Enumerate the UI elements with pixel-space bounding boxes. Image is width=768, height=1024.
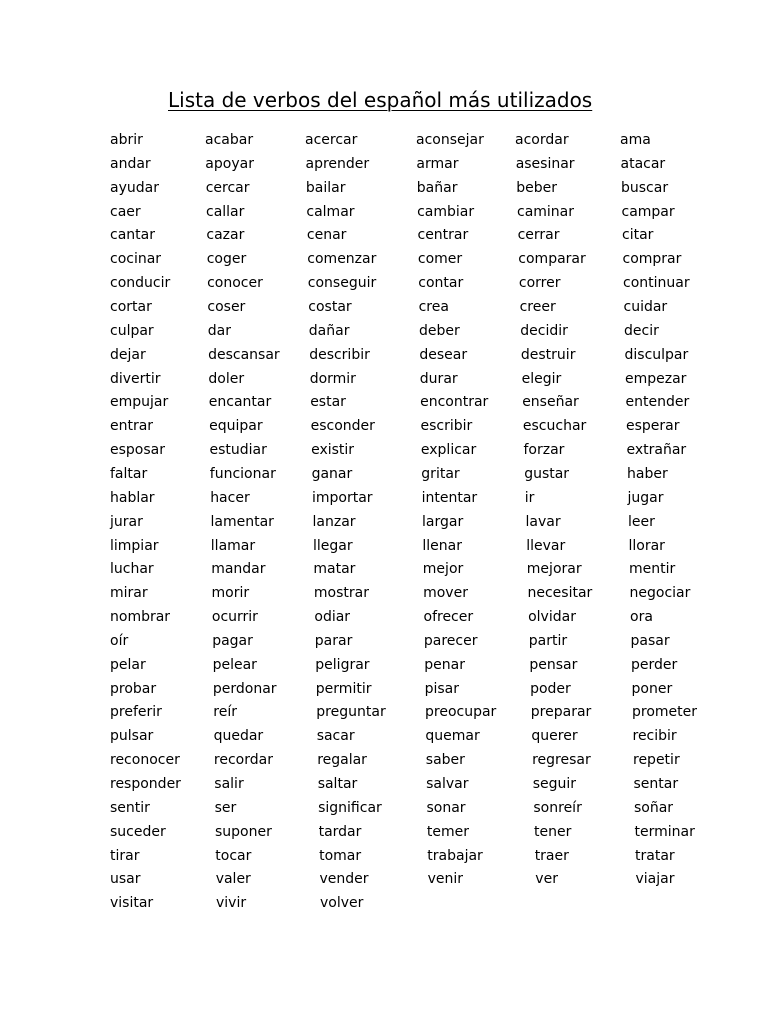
- verb-item: poder: [530, 680, 571, 697]
- verb-item: olvidar: [528, 609, 576, 625]
- verb-item: continuar: [623, 275, 690, 292]
- verb-item: suceder: [110, 823, 166, 840]
- verb-item: funcionar: [209, 465, 276, 482]
- verb-item: responder: [110, 776, 181, 792]
- verb-item: estudiar: [209, 442, 267, 459]
- verb-item: comparar: [518, 251, 586, 268]
- verb-item: asesinar: [515, 155, 575, 172]
- verb-item: parecer: [423, 632, 478, 649]
- verb-item: forzar: [523, 442, 565, 459]
- verb-item: pelar: [110, 656, 146, 673]
- verb-item: elegir: [521, 370, 562, 387]
- verb-item: acercar: [305, 132, 358, 148]
- verb-item: quedar: [213, 728, 264, 745]
- verb-item: dormir: [309, 370, 356, 387]
- verb-item: llorar: [628, 537, 665, 554]
- verb-item: llenar: [422, 537, 462, 554]
- verb-item: sonreír: [533, 799, 582, 816]
- verb-item: lanzar: [312, 513, 356, 530]
- verb-item: jugar: [627, 489, 664, 506]
- verb-item: encontrar: [420, 394, 489, 411]
- verb-item: cambiar: [417, 203, 475, 220]
- verb-item: empezar: [625, 370, 687, 387]
- verb-item: creer: [519, 299, 556, 315]
- verb-item: faltar: [110, 465, 148, 482]
- verb-item: prometer: [632, 704, 698, 721]
- verb-item: crea: [418, 299, 449, 315]
- verb-item: entender: [625, 394, 690, 411]
- verb-item: encantar: [208, 394, 272, 411]
- verb-item: descansar: [208, 346, 280, 363]
- verb-item: tomar: [319, 847, 362, 864]
- verb-item: seguir: [532, 776, 576, 792]
- verb-item: cuidar: [623, 299, 668, 315]
- verb-item: ofrecer: [423, 609, 474, 625]
- verb-item: armar: [416, 155, 459, 172]
- verb-item: pensar: [529, 656, 578, 673]
- verb-item: saber: [425, 752, 465, 769]
- verb-item: comenzar: [307, 251, 377, 268]
- verb-item: centrar: [417, 227, 469, 244]
- verb-item: cocinar: [110, 251, 162, 268]
- verb-item: poner: [631, 680, 673, 697]
- verb-item: visitar: [110, 895, 154, 912]
- verb-item: haber: [627, 465, 668, 482]
- verb-item: lavar: [525, 513, 561, 530]
- verb-item: dañar: [308, 322, 350, 339]
- verb-item: mover: [423, 585, 468, 602]
- verb-item: contar: [418, 275, 464, 292]
- verb-item: luchar: [110, 561, 154, 578]
- verb-item: llevar: [526, 537, 566, 554]
- verb-item: perdonar: [212, 680, 277, 697]
- verb-item: hablar: [110, 489, 155, 506]
- verb-item: acordar: [515, 132, 569, 148]
- verb-item: disculpar: [624, 346, 689, 363]
- verb-item: terminar: [634, 823, 695, 840]
- verb-item: conocer: [207, 275, 263, 292]
- verb-item: venir: [427, 871, 464, 888]
- verb-item: campar: [621, 203, 675, 220]
- verb-item: ama: [620, 132, 651, 148]
- verb-item: sentir: [110, 799, 150, 816]
- verb-item: regresar: [532, 752, 591, 769]
- verb-item: hacer: [210, 489, 250, 506]
- verb-item: decidir: [520, 322, 568, 339]
- verb-item: entrar: [110, 418, 154, 435]
- verb-item: sacar: [316, 728, 355, 745]
- verb-item: empujar: [110, 394, 169, 411]
- verb-item: preparar: [530, 704, 592, 721]
- verb-item: pisar: [424, 680, 459, 697]
- verb-item: morir: [211, 585, 250, 602]
- verb-item: valer: [215, 871, 251, 888]
- verb-item: querer: [531, 728, 578, 745]
- verb-item: soñar: [634, 799, 674, 816]
- verb-item: ganar: [311, 465, 353, 482]
- verb-item: comprar: [622, 251, 682, 268]
- verb-item: salir: [214, 776, 244, 792]
- verb-item: extrañar: [626, 442, 687, 459]
- verb-item: cenar: [306, 227, 347, 244]
- verb-item: nombrar: [110, 609, 171, 625]
- verb-item: tocar: [215, 847, 252, 864]
- verb-item: cortar: [110, 299, 152, 315]
- verb-item: mirar: [110, 585, 148, 602]
- verb-item: coger: [206, 251, 247, 268]
- verb-item: importar: [312, 489, 373, 506]
- verb-item: deber: [419, 322, 460, 339]
- verb-item: bañar: [416, 179, 458, 196]
- verb-item: viajar: [635, 871, 675, 888]
- verb-item: necesitar: [527, 585, 593, 602]
- verb-item: preocupar: [425, 704, 497, 721]
- verb-item: leer: [628, 513, 655, 530]
- verb-item: sentar: [633, 776, 679, 792]
- verb-item: costar: [308, 299, 352, 315]
- verb-item: tratar: [635, 847, 675, 864]
- verb-item: quemar: [425, 728, 480, 745]
- verb-item: caminar: [517, 203, 575, 220]
- verb-item: temer: [426, 823, 469, 840]
- verb-item: bailar: [305, 179, 346, 196]
- verb-item: pasar: [630, 632, 670, 649]
- verb-item: reír: [213, 704, 238, 721]
- verb-item: matar: [313, 561, 356, 578]
- verb-item: llegar: [313, 537, 353, 554]
- verb-item: peligrar: [315, 656, 370, 673]
- verb-item: intentar: [421, 489, 478, 506]
- verb-item: cazar: [206, 227, 245, 244]
- verb-item: cercar: [205, 179, 250, 196]
- verb-item: volver: [320, 895, 364, 912]
- verb-item: tener: [534, 823, 572, 840]
- verb-item: pelear: [212, 656, 257, 673]
- verb-item: sonar: [426, 799, 466, 816]
- verb-item: tardar: [318, 823, 362, 840]
- verb-item: andar: [110, 155, 151, 172]
- verb-item: atacar: [620, 155, 666, 172]
- verb-item: lamentar: [210, 513, 274, 530]
- verb-item: recibir: [632, 728, 677, 745]
- verb-item: mostrar: [313, 585, 369, 602]
- verb-item: existir: [311, 442, 355, 459]
- verb-item: reconocer: [110, 752, 180, 769]
- verb-item: partir: [528, 632, 568, 649]
- verb-item: escuchar: [522, 418, 587, 435]
- verb-item: regalar: [317, 752, 367, 769]
- verb-item: enseñar: [522, 394, 579, 411]
- verb-item: desear: [419, 346, 468, 363]
- verb-item: dar: [207, 322, 232, 339]
- verb-item: acabar: [205, 132, 254, 148]
- verb-item: doler: [208, 370, 245, 387]
- verb-item: conseguir: [307, 275, 377, 292]
- verb-item: cerrar: [517, 227, 560, 244]
- verb-item: limpiar: [110, 537, 159, 554]
- verb-item: buscar: [621, 179, 669, 196]
- verb-item: preguntar: [316, 704, 386, 721]
- verb-item: mejor: [422, 561, 464, 578]
- verb-item: jurar: [110, 513, 143, 530]
- verb-item: traer: [534, 847, 569, 864]
- verb-item: apoyar: [205, 155, 254, 172]
- verb-item: caer: [110, 203, 141, 220]
- verb-item: ayudar: [110, 179, 159, 196]
- verb-item: penar: [424, 656, 466, 673]
- verb-item: cantar: [110, 227, 155, 244]
- verb-item: equipar: [209, 418, 263, 435]
- verb-item: negociar: [629, 585, 691, 602]
- page-title: Lista de verbos del español más utilizados: [168, 88, 593, 112]
- verb-item: conducir: [110, 275, 171, 292]
- verb-item: calmar: [306, 203, 355, 220]
- verb-item: decir: [624, 322, 659, 339]
- verb-item: recordar: [213, 752, 273, 769]
- verb-item: llamar: [210, 537, 256, 554]
- verb-item: mentir: [629, 561, 676, 578]
- verb-item: oír: [110, 632, 129, 649]
- verb-item: citar: [622, 227, 654, 244]
- verb-item: vivir: [216, 895, 247, 912]
- verb-item: dejar: [110, 346, 146, 363]
- verb-item: repetir: [633, 752, 680, 769]
- verb-item: perder: [631, 656, 678, 673]
- verb-item: abrir: [110, 132, 143, 148]
- verb-item: callar: [206, 203, 245, 220]
- verb-item: comer: [417, 251, 463, 268]
- verb-item: culpar: [110, 322, 154, 339]
- verb-item: salvar: [426, 776, 469, 792]
- verb-item: explicar: [420, 442, 477, 459]
- verb-item: describir: [309, 346, 370, 363]
- verb-item: esperar: [626, 418, 680, 435]
- verb-item: escribir: [420, 418, 473, 435]
- verb-item: suponer: [215, 823, 272, 840]
- verb-item: preferir: [110, 704, 162, 721]
- verb-item: ser: [214, 799, 237, 816]
- verb-item: aconsejar: [416, 132, 484, 148]
- verb-item: mandar: [211, 561, 266, 578]
- verb-item: beber: [516, 179, 558, 196]
- verb-item: vender: [319, 871, 369, 888]
- verb-item: parar: [314, 632, 353, 649]
- verb-item: correr: [518, 275, 561, 292]
- verb-item: destruir: [520, 346, 576, 363]
- verb-item: esconder: [310, 418, 375, 435]
- verb-item: usar: [110, 871, 141, 888]
- verb-item: ver: [535, 871, 558, 888]
- verb-item: ocurrir: [211, 609, 258, 625]
- verb-item: odiar: [314, 609, 351, 625]
- verb-item: ir: [524, 489, 535, 506]
- verb-item: estar: [310, 394, 346, 411]
- verb-item: divertir: [110, 370, 161, 387]
- verb-item: saltar: [317, 776, 358, 792]
- verb-item: ora: [630, 609, 653, 625]
- verb-item: trabajar: [427, 847, 483, 864]
- verb-item: probar: [110, 680, 157, 697]
- verb-item: tirar: [110, 847, 140, 864]
- verb-item: pulsar: [110, 728, 154, 745]
- verb-item: pagar: [212, 632, 253, 649]
- verb-item: significar: [318, 799, 382, 816]
- verb-item: gustar: [524, 465, 570, 482]
- verb-item: mejorar: [526, 561, 582, 578]
- verb-item: largar: [422, 513, 464, 530]
- verb-item: aprender: [305, 155, 370, 172]
- verb-item: esposar: [110, 442, 165, 459]
- verb-item: gritar: [421, 465, 460, 482]
- verb-item: permitir: [315, 680, 372, 697]
- verb-item: coser: [207, 299, 246, 315]
- verb-item: durar: [419, 370, 458, 387]
